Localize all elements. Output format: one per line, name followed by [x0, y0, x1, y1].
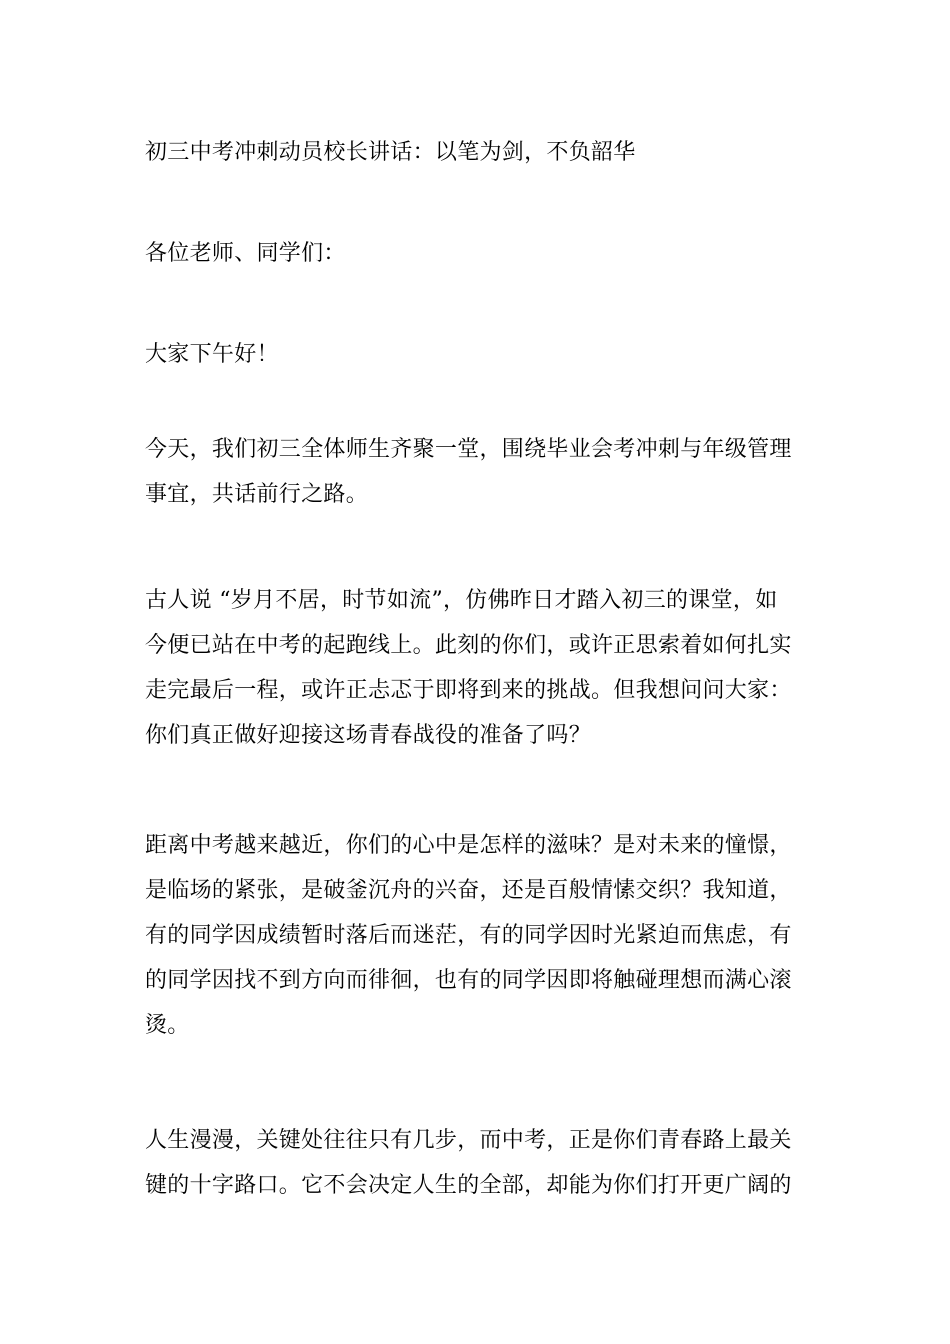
paragraph-line: 的同学因找不到方向而徘徊，也有的同学因即将触碰理想而满心滚 [145, 968, 792, 993]
paragraph-2 [145, 578, 810, 758]
greeting-line: 大家下午好！ [145, 342, 279, 367]
paragraph-line: 有的同学因成绩暂时落后而迷茫，有的同学因时光紧迫而焦虑，有 [145, 923, 792, 948]
paragraph-4 [145, 1118, 810, 1208]
paragraph-line: 是临场的紧张，是破釜沉舟的兴奋，还是百般情愫交织？我知道， [145, 878, 792, 903]
paragraph-line: 事宜，共话前行之路。 [145, 482, 369, 507]
paragraph-line: 今天，我们初三全体师生齐聚一堂，围绕毕业会考冲刺与年级管理 [145, 437, 792, 462]
salutation [145, 231, 810, 276]
paragraph-line: 古人说 “岁月不居，时节如流”，仿佛昨日才踏入初三的课堂，如 [145, 588, 778, 613]
paragraph-3 [145, 823, 810, 1048]
title-line: 初三中考冲刺动员校长讲话：以笔为剑，不负韶华 [145, 140, 636, 165]
paragraph-1 [145, 427, 810, 517]
paragraph-line: 人生漫漫，关键处往往只有几步，而中考，正是你们青春路上最关 [145, 1128, 792, 1153]
document-title [145, 130, 810, 175]
greeting [145, 332, 810, 377]
paragraph-line: 今便已站在中考的起跑线上。此刻的你们，或许正思索着如何扎实 [145, 633, 792, 658]
paragraph-line: 走完最后一程，或许正忐忑于即将到来的挑战。但我想问问大家： [145, 678, 792, 703]
paragraph-line: 烫。 [145, 1013, 190, 1038]
salutation-line: 各位老师、同学们： [145, 241, 346, 266]
paragraph-line: 距离中考越来越近，你们的心中是怎样的滋味？是对未来的憧憬， [145, 833, 792, 858]
paragraph-line: 你们真正做好迎接这场青春战役的准备了吗？ [145, 723, 592, 748]
paragraph-line: 键的十字路口。它不会决定人生的全部，却能为你们打开更广阔的 [145, 1173, 792, 1198]
